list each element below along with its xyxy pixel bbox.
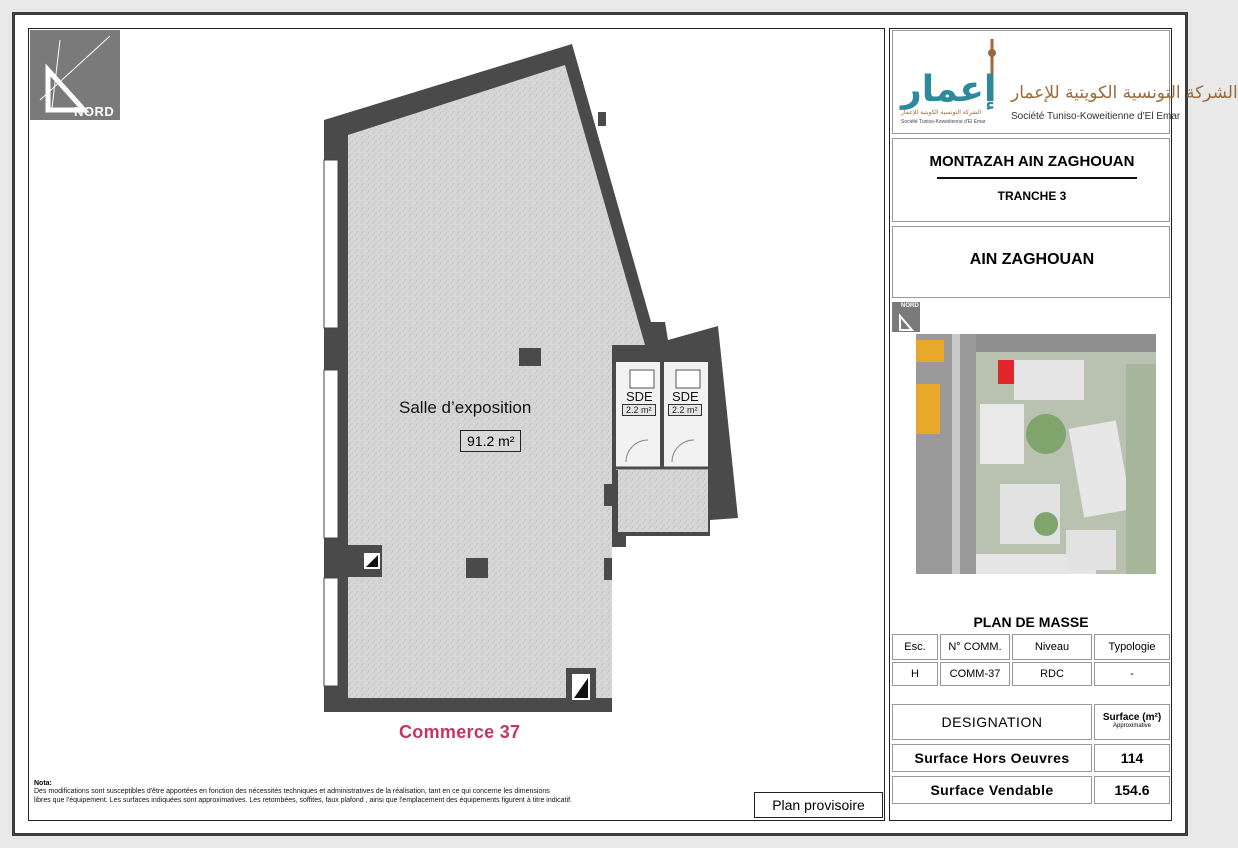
surface-row-value: 114 (1094, 744, 1170, 772)
toilet-icon (630, 370, 654, 388)
room-name: Salle d’exposition (399, 398, 532, 417)
window (324, 160, 338, 328)
surface-row-label: Surface Vendable (892, 776, 1092, 804)
table-header: Niveau (1012, 634, 1092, 660)
corridor-floor (618, 470, 708, 532)
surface-header-label: Surface (m²) (1102, 712, 1162, 723)
room-area: 91.2 m² (460, 430, 521, 452)
project-box (892, 138, 1170, 222)
table-header: N° COMM. (940, 634, 1010, 660)
arabic-logo: إعمار (901, 69, 997, 110)
sde-area: 2.2 m² (668, 404, 702, 416)
company-logo (892, 30, 1238, 134)
masterplan (892, 302, 1170, 630)
surface-header-sub: Approximative (1112, 723, 1151, 729)
masterplan-compass: NORD (892, 302, 920, 332)
table-header: Esc. (892, 634, 938, 660)
project-name: MONTAZAH AIN ZAGHOUAN (929, 153, 1135, 170)
plan-status: Plan provisoire (754, 792, 883, 818)
window (324, 370, 338, 538)
table-cell: COMM-37 (940, 662, 1010, 686)
sde-area: 2.2 m² (622, 404, 656, 416)
site-plan-image (916, 334, 1156, 574)
masterplan-title: PLAN DE MASSE (973, 614, 1089, 630)
french-small: Société Tuniso-Koweitienne d'El Emar (901, 119, 986, 125)
nota-line: libres que l'équipement. Les surfaces indiquées sont approximatives. Les retombées, soffites, faux plafond , ainsi que l'emplacement des équipements figurent à titre indicatif. (34, 797, 572, 804)
sde-label: SDE (672, 389, 699, 404)
divider (937, 177, 1137, 179)
window (324, 578, 338, 686)
nota-line: Des modifications sont susceptibles d'être apportées en fonction des nécessités techniques et administratives de la réalisation, tant en ce qui concerne les dimensions (34, 788, 550, 795)
nota (34, 780, 752, 816)
surface-row-value: 154.6 (1094, 776, 1170, 804)
column (519, 348, 541, 366)
arabic-company-name: الشركة التونسية الكويتية للإعمار (1011, 83, 1238, 103)
toilet-icon (676, 370, 700, 388)
location: AIN ZAGHOUAN (969, 251, 1095, 268)
unit-title: Commerce 37 (399, 722, 521, 742)
location-box (892, 226, 1170, 298)
french-company-name: Société Tuniso-Koweitienne d'El Emar (1011, 111, 1181, 122)
surface-row-label: Surface Hors Oeuvres (892, 744, 1092, 772)
surface-header (1094, 704, 1170, 740)
designation-header: DESIGNATION (892, 704, 1092, 740)
table-header: Typologie (1094, 634, 1170, 660)
table-cell: H (892, 662, 938, 686)
compass-label: NORD (74, 104, 115, 119)
arabic-small: الشركة التونسية الكويتية للإعمار (901, 109, 982, 116)
nota-title: Nota: (34, 780, 52, 787)
table-cell: RDC (1012, 662, 1092, 686)
column (466, 558, 488, 578)
table-cell: - (1094, 662, 1170, 686)
sde-label: SDE (626, 389, 653, 404)
tranche: TRANCHE 3 (997, 189, 1067, 203)
